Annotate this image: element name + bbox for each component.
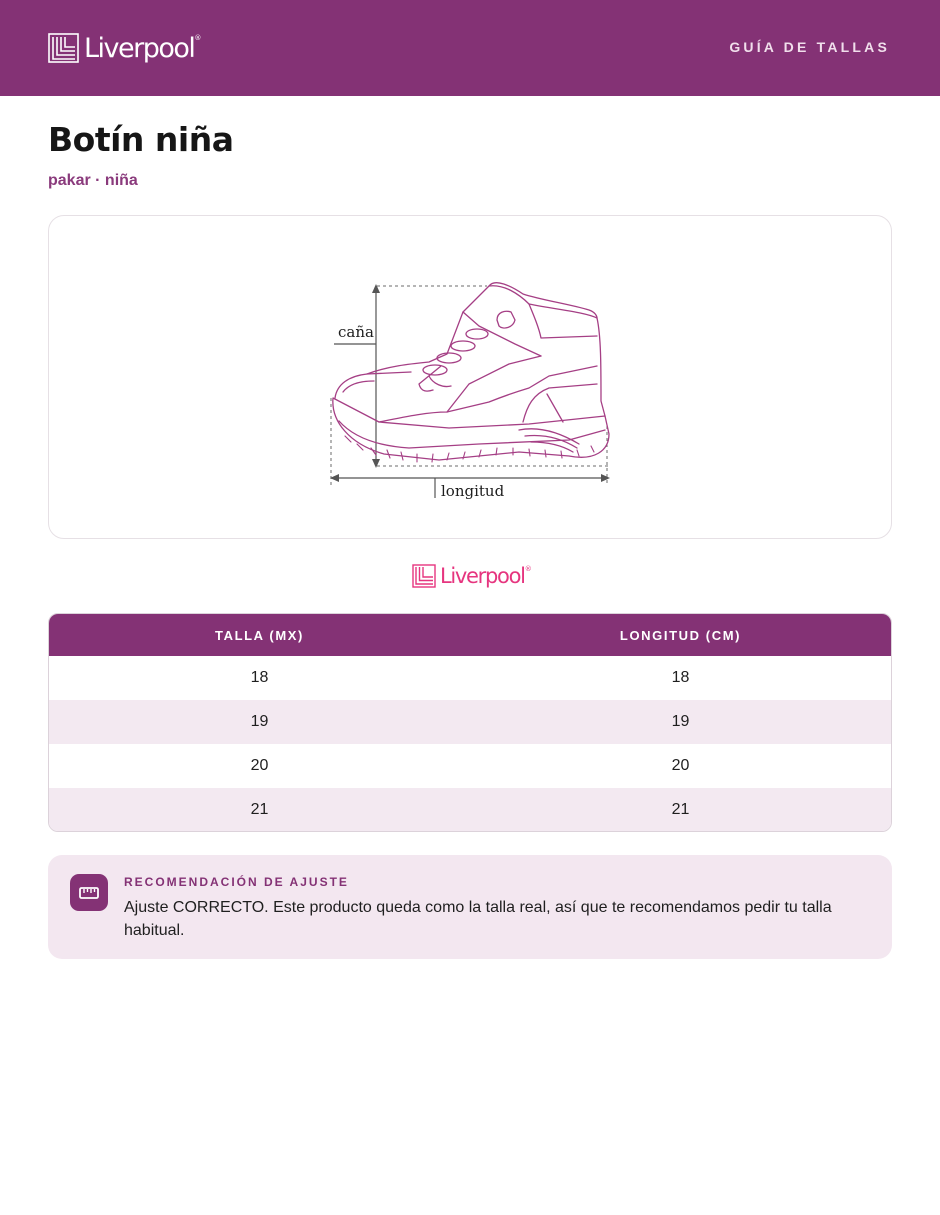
brand-name: Liverpool® <box>84 32 202 64</box>
size-cell: 21 <box>49 788 470 832</box>
table-row <box>49 744 891 788</box>
liverpool-logo-pink-icon <box>412 564 436 588</box>
length-cell: 21 <box>470 788 891 832</box>
fit-recommendation-card <box>48 855 892 959</box>
size-cell: 20 <box>49 744 470 788</box>
table-row <box>49 656 891 700</box>
product-subtitle: pakar · niña <box>48 172 138 189</box>
size-guide-link[interactable]: GUÍA DE TALLAS <box>729 39 890 55</box>
size-table <box>48 613 892 832</box>
ruler-icon <box>70 874 108 911</box>
boot-measurement-diagram <box>49 216 893 540</box>
recommendation-heading: RECOMENDACIÓN DE AJUSTE <box>124 875 349 889</box>
length-cell: 20 <box>470 744 891 788</box>
liverpool-secondary-logo <box>412 562 532 590</box>
length-cell: 19 <box>470 700 891 744</box>
size-cell: 19 <box>49 700 470 744</box>
table-header-row <box>49 614 891 656</box>
secondary-brand-name: Liverpool® <box>440 563 532 588</box>
longitud-label: longitud <box>441 482 505 500</box>
header-bar <box>0 0 940 96</box>
measurement-diagram-card <box>48 215 892 539</box>
cana-label: caña <box>338 323 374 341</box>
table-row <box>49 788 891 832</box>
page-title: Botín niña <box>48 120 234 159</box>
length-cell: 18 <box>470 656 891 700</box>
column-header-talla: TALLA (MX) <box>49 614 470 656</box>
liverpool-logo-icon <box>48 33 79 63</box>
table-row <box>49 700 891 744</box>
liverpool-logo[interactable] <box>48 30 201 66</box>
boot-outline-icon <box>333 283 609 462</box>
size-cell: 18 <box>49 656 470 700</box>
column-header-longitud: LONGITUD (CM) <box>470 614 891 656</box>
recommendation-text: Ajuste CORRECTO. Este producto queda como la talla real, así que te recomendamos pedir tu talla habitual. <box>124 899 832 939</box>
